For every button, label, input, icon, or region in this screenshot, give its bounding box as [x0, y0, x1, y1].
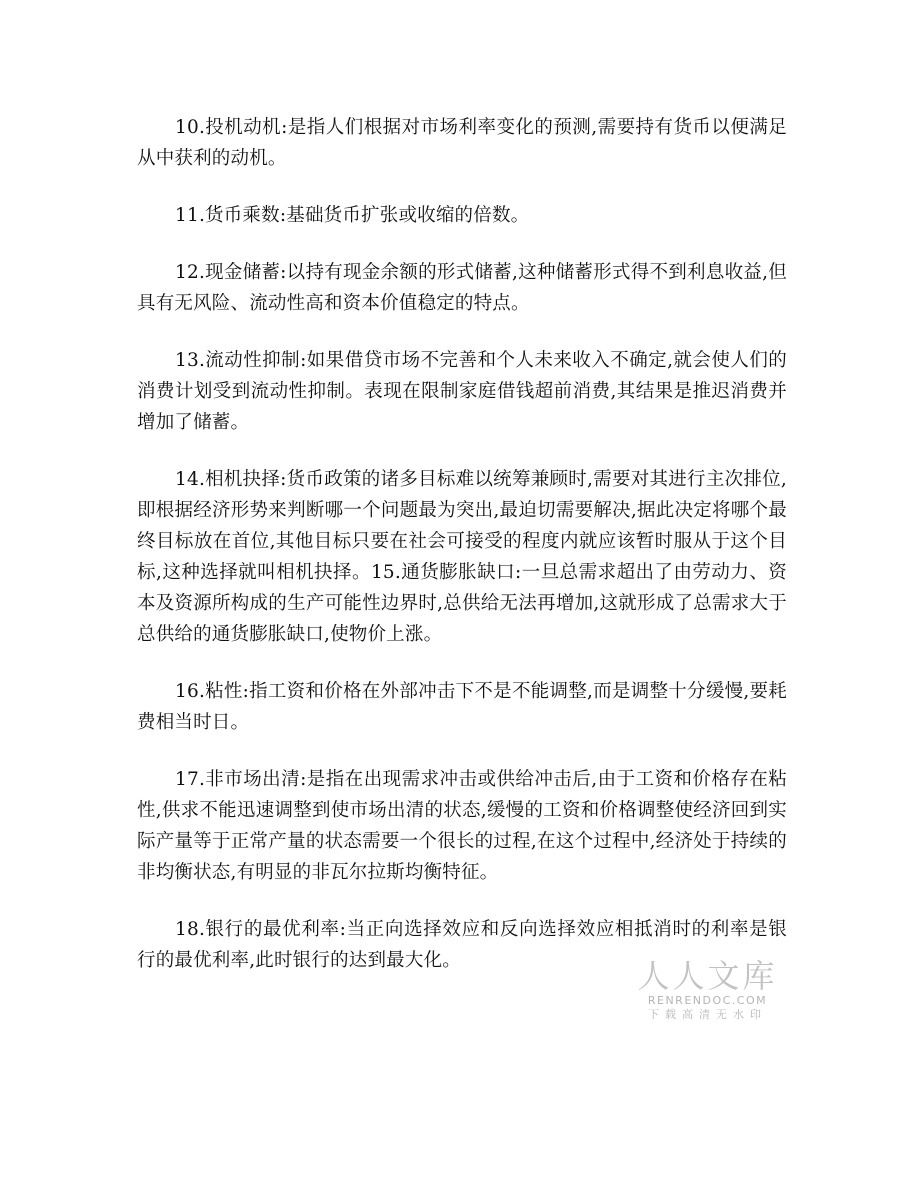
paragraph-13-liquidity-constraint: 13.流动性抑制:如果借贷市场不完善和个人未来收入不确定,就会使人们的消费计划受到流动性抑制。表现在限制家庭借钱超前消费,其结果是推迟消费并增加了储蓄。: [137, 350, 787, 433]
paragraph-14-15-discretion-inflation-gap: 14.相机抉择:货币政策的诸多目标难以统筹兼顾时,需要对其进行主次排位,即根据经济形势来判断哪一个问题最为突出,最迫切需要解决,据此决定将哪个最终目标放在首位,其他目标只要在社会可接受的程度内就应该暂时服从于这个目标,这种选择就叫相机抉择。15.通货膨胀缺口:一旦总需求超出了由劳动力、资本及资源所构成的生产可能性边界时,总供给无法再增加,这就形成了总需求大于总供给的通货膨胀缺口,使物价上涨。: [137, 469, 787, 645]
paragraph-17-non-market-clearing: 17.非市场出清:是指在出现需求冲击或供给冲击后,由于工资和价格存在粘性,供求不能迅速调整到使市场出清的状态,缓慢的工资和价格调整使经济回到实际产量等于正常产量的状态需要一个很长的过程,在这个过程中,经济处于持续的非均衡状态,有明显的非瓦尔拉斯均衡特征。: [137, 769, 787, 883]
watermark-subtitle: 下载高清无水印: [648, 1008, 767, 1021]
document-body: [137, 112, 787, 1002]
watermark-title: 人人文库: [637, 957, 778, 995]
watermark-url: RENRENDOC.COM: [647, 994, 768, 1007]
paragraph-10-speculative-motive: 10.投机动机:是指人们根据对市场利率变化的预测,需要持有货币以便满足从中获利的动机。: [137, 117, 787, 169]
watermark-logo: [620, 958, 795, 1022]
paragraph-11-money-multiplier: 11.货币乘数:基础货币扩张或收缩的倍数。: [175, 205, 530, 226]
paragraph-12-cash-savings: 12.现金储蓄:以持有现金余额的形式储蓄,这种储蓄形式得不到利息收益,但具有无风险、流动性高和资本价值稳定的特点。: [137, 262, 787, 314]
paragraph-18-optimal-bank-rate: 18.银行的最优利率:当正向选择效应和反向选择效应相抵消时的利率是银行的最优利率,此时银行的达到最大化。: [137, 919, 787, 971]
paragraph-16-stickiness: 16.粘性:指工资和价格在外部冲击下不是不能调整,而是调整十分缓慢,要耗费相当时日。: [137, 681, 787, 733]
